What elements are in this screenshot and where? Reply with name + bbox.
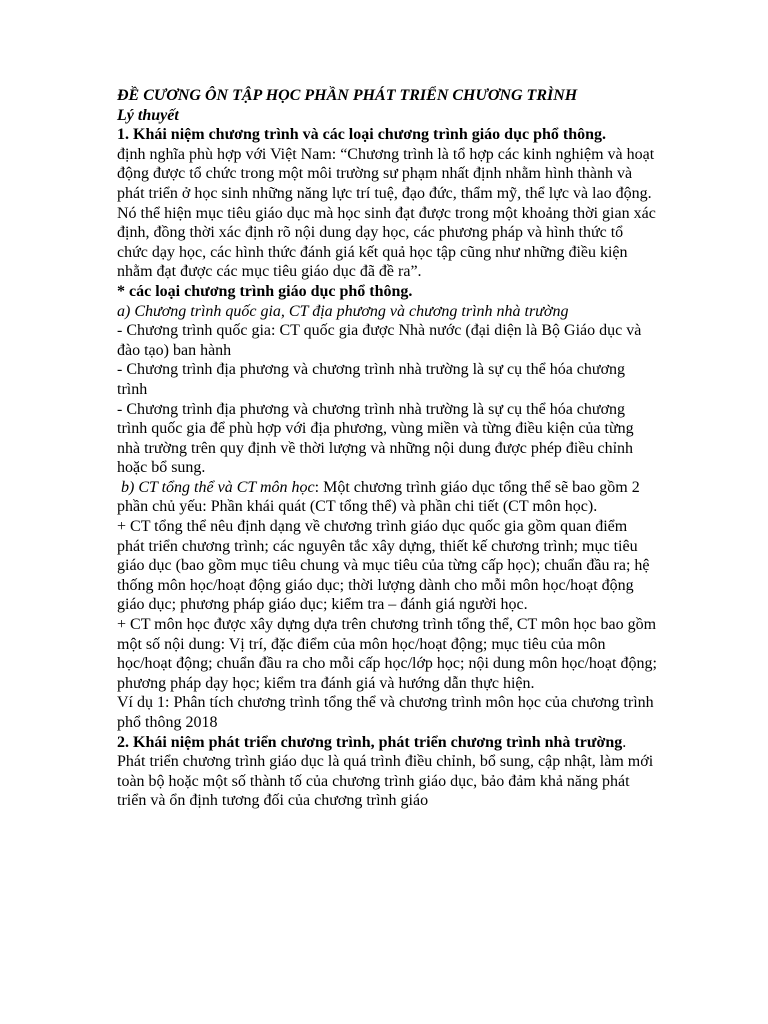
subsection-b-label: b) CT tổng thể và CT môn học (117, 478, 315, 496)
document-subtitle: Lý thuyết (117, 106, 179, 124)
subsection-b-item-1: + CT tổng thể nêu định dạng về chương trình giáo dục quốc gia gồm quan điểm phát triển chương trình; các nguyên tắc xây dựng, thiết kế chương trình; mục tiêu giáo dục (bao gồm mục tiêu chung và mục tiêu của từng cấp học); chuẩn đầu ra; hệ thống môn học/hoạt động giáo dục; thời lượng dành cho mỗi môn học/hoạt động giáo dục; phương pháp giáo dục; kiểm tra – đánh giá người học. (117, 518, 650, 614)
subsection-a-item-3: - Chương trình địa phương và chương trình nhà trường là sự cụ thể hóa chương trình quốc gia để phù hợp với địa phương, vùng miền và từng điều kiện của từng nhà trường trên quy định về thời lượng và những nội dung được phép điều chỉnh hoặc bổ sung. (117, 400, 634, 477)
subsection-b-item-2: + CT môn học được xây dựng dựa trên chương trình tổng thể, CT môn học bao gồm một số nội dung: Vị trí, đặc điểm của môn học/hoạt động; mục tiêu của môn học/hoạt động; chuẩn đầu ra cho mỗi cấp học/lớp học; nội dung môn học/hoạt động; phương pháp dạy học; kiểm tra đánh giá và hướng dẫn thực hiện. (117, 616, 657, 692)
subsection-b-text: : Một chương trình giáo dục tổng thể sẽ bao gồm 2 phần chủ yếu: Phần khái quát (CT tổng thể) và phần chi tiết (CT môn học). (117, 478, 640, 516)
document-page (117, 86, 657, 811)
section-2-heading: 2. Khái niệm phát triển chương trình, phát triển chương trình nhà trường (117, 733, 623, 751)
section-2-paragraph: Phát triển chương trình giáo dục là quá trình điều chỉnh, bổ sung, cập nhật, làm mới toàn bộ hoặc một số thành tố của chương trình giáo dục, bảo đảm khả năng phát triển và ổn định tương đối của chương trình giáo (117, 753, 654, 810)
section-1-definition: định nghĩa phù hợp với Việt Nam: “Chương trình là tổ hợp các kinh nghiệm và hoạt động được tổ chức trong một môi trường sư phạm nhất định nhằm hình thành và phát triển ở học sinh những năng lực trí tuệ, đạo đức, thẩm mỹ, thể lực và lao động. Nó thể hiện mục tiêu giáo dục mà học sinh đạt được trong một khoảng thời gian xác định, đồng thời xác định rõ nội dung dạy học, các phương pháp và hình thức tổ chức dạy học, các hình thức đánh giá kết quả học tập cũng như những điều kiện nhằm đạt được các mục tiêu giáo dục đã đề ra”. (117, 145, 656, 281)
example-1: Ví dụ 1: Phân tích chương trình tổng thể và chương trình môn học của chương trình phổ thông 2018 (117, 694, 654, 731)
subsection-b-paragraph (117, 478, 657, 517)
subsection-a-item-2: - Chương trình địa phương và chương trình nhà trường là sự cụ thể hóa chương trình (117, 361, 626, 398)
section-1-heading: 1. Khái niệm chương trình và các loại chương trình giáo dục phổ thông. (117, 126, 606, 144)
subsection-a-heading: a) Chương trình quốc gia, CT địa phương và chương trình nhà trường (117, 302, 569, 320)
section-2-heading-end: . (622, 733, 627, 751)
subsection-a-item-1: - Chương trình quốc gia: CT quốc gia được Nhà nước (đại diện là Bộ Giáo dục và đào tạo) ban hành (117, 322, 642, 359)
document-title: ĐỀ CƯƠNG ÔN TẬP HỌC PHẦN PHÁT TRIỂN CHƯƠNG TRÌNH (117, 87, 578, 104)
types-heading: * các loại chương trình giáo dục phổ thông. (117, 282, 413, 300)
section-2-heading-paragraph (117, 733, 657, 753)
